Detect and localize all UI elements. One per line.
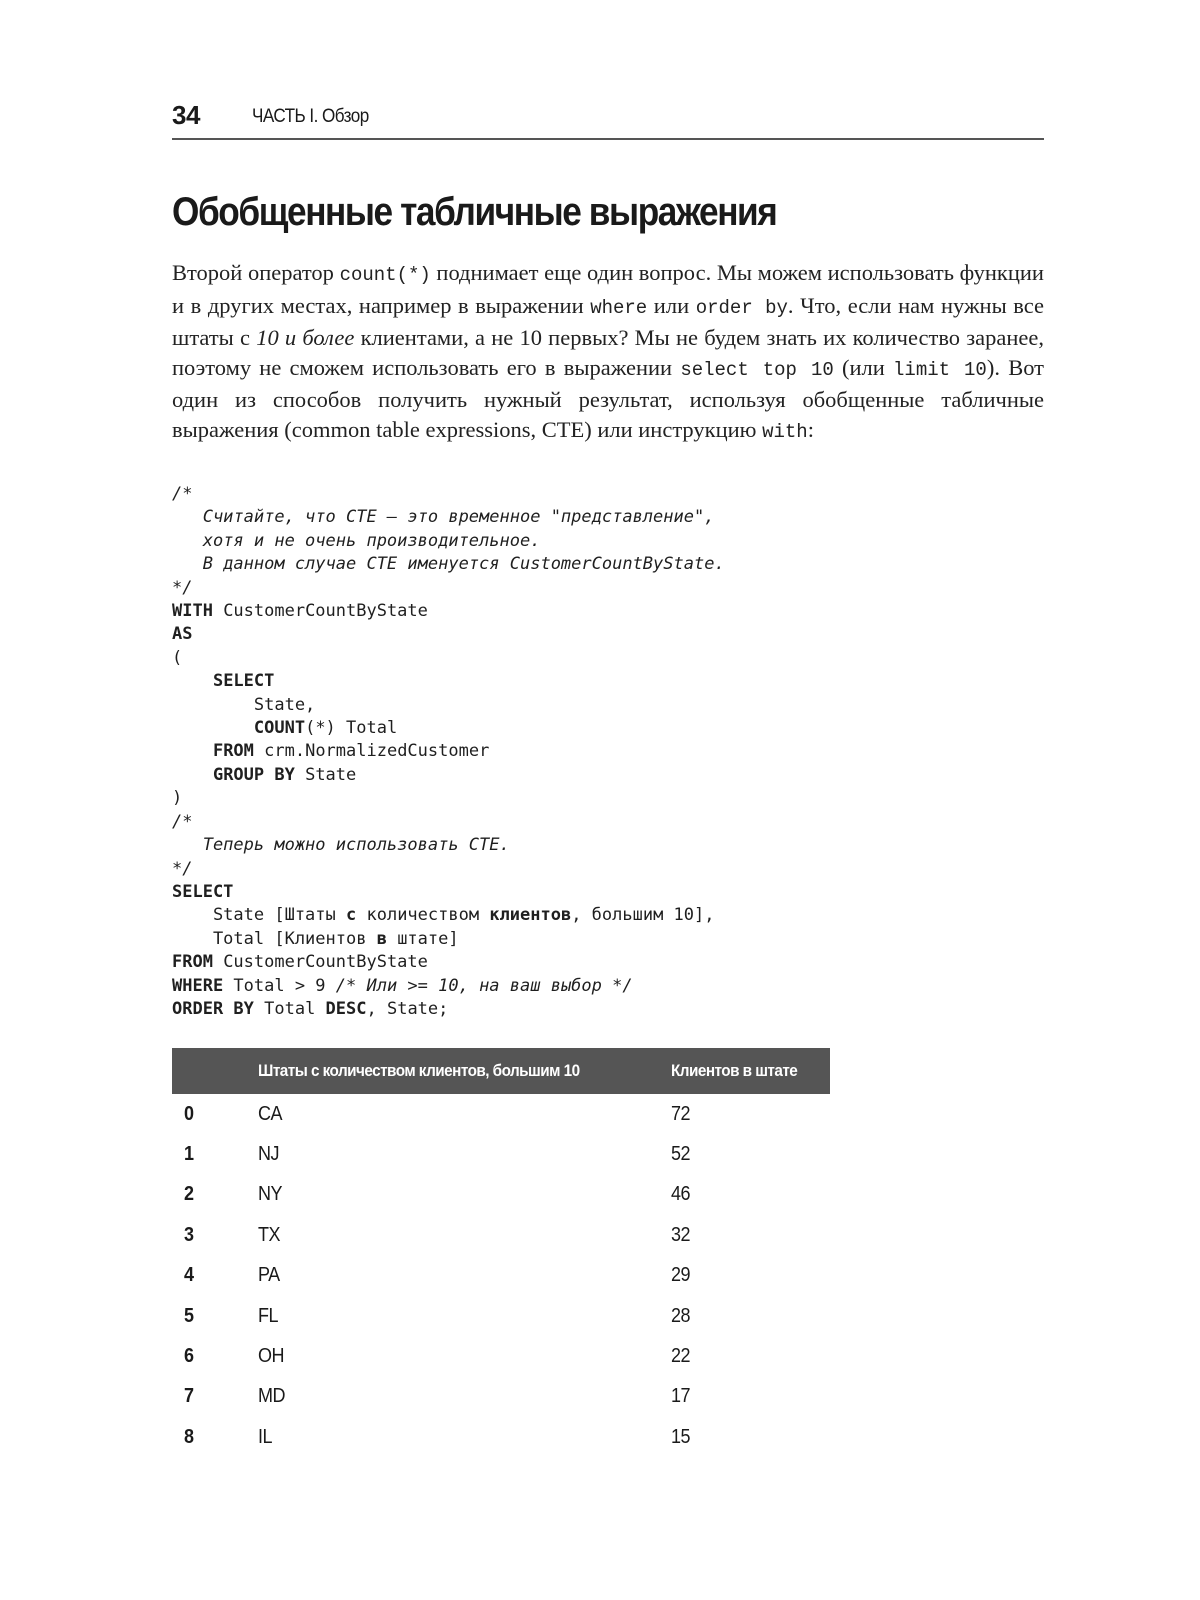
table-header-count: Клиентов в штате (671, 1048, 830, 1094)
table-row (172, 1296, 830, 1336)
row-index: 6 (184, 1345, 194, 1368)
text-span: поднимает еще один вопрос. Мы можем использовать функции и в других местах, например в выражении (172, 260, 1044, 318)
code-indent (172, 718, 254, 738)
code-text: crm.NormalizedCustomer (253, 741, 490, 762)
inline-code: count(*) (339, 264, 431, 286)
row-state: MD (258, 1385, 285, 1408)
inline-code: select top 10 (680, 358, 834, 381)
row-count: 46 (671, 1183, 690, 1206)
row-index: 5 (184, 1304, 194, 1327)
row-index: 2 (184, 1183, 194, 1206)
code-keyword: в (376, 928, 387, 949)
code-keyword: WHERE (172, 975, 224, 996)
row-count: 17 (671, 1385, 690, 1408)
code-keyword: клиентов (489, 905, 572, 926)
row-state: TX (258, 1223, 280, 1246)
page-number: 34 (172, 100, 200, 130)
table-row (172, 1215, 830, 1255)
row-index: 1 (184, 1143, 194, 1166)
code-text: ) (172, 788, 183, 809)
row-state: FL (258, 1304, 278, 1327)
code-indent (172, 765, 213, 785)
inline-code: order by (695, 296, 788, 319)
row-state: NJ (258, 1143, 279, 1166)
row-index: 3 (184, 1223, 194, 1246)
table-header-state: Штаты с количеством клиентов, большим 10 (258, 1048, 671, 1094)
sql-code-block (172, 483, 725, 1021)
text-span: . Что, если нам нужны все штаты с (172, 292, 1045, 350)
code-text: State, (172, 694, 316, 715)
code-keyword: SELECT (172, 881, 234, 902)
inline-code: with (762, 420, 808, 443)
inline-code: limit 10 (893, 358, 987, 381)
row-count: 22 (671, 1345, 690, 1368)
row-index: 0 (184, 1102, 194, 1125)
code-keyword: SELECT (212, 671, 275, 692)
table-row (172, 1094, 830, 1134)
code-indent (172, 741, 213, 761)
row-count: 32 (671, 1223, 690, 1246)
table-header-row (172, 1048, 830, 1094)
table-header-index (172, 1048, 258, 1094)
body-paragraph (172, 258, 1044, 447)
row-count: 52 (671, 1143, 690, 1166)
running-head (172, 96, 1044, 140)
code-comment: /* (172, 811, 193, 832)
table-row (172, 1417, 830, 1457)
code-comment: Считайте, что CTE — это временное "представление", (172, 507, 715, 528)
code-text: , State; (366, 998, 449, 1019)
code-text: State [Штаты (172, 905, 346, 926)
code-text: Total (253, 998, 326, 1019)
code-text: (*) Total (305, 718, 398, 739)
code-text: State (294, 764, 357, 785)
table-row (172, 1256, 830, 1296)
emphasis: 10 и более (256, 325, 355, 350)
code-indent (172, 671, 213, 691)
row-count: 28 (671, 1304, 690, 1327)
code-keyword: COUNT (253, 718, 306, 739)
code-text: , большим 10], (571, 905, 715, 926)
row-state: PA (258, 1264, 280, 1287)
code-text: штате] (386, 928, 459, 949)
text-span: : (807, 416, 814, 442)
code-comment: хотя и не очень производительное. (172, 530, 541, 551)
table-row (172, 1377, 830, 1417)
row-state: CA (258, 1102, 282, 1125)
code-keyword: FROM (212, 741, 254, 762)
code-keyword: с (346, 905, 357, 926)
code-keyword: DESC (325, 998, 367, 1019)
table-row (172, 1134, 830, 1174)
code-keyword: AS (172, 624, 193, 645)
section-title: Обобщенные табличные выражения (172, 190, 777, 234)
code-keyword: FROM (172, 952, 213, 973)
row-state: NY (258, 1183, 282, 1206)
chapter-title: ЧАСТЬ I. Обзор (252, 106, 369, 127)
text-span: или (647, 292, 696, 318)
code-comment: Теперь можно использовать CTE. (172, 835, 510, 856)
table-row (172, 1175, 830, 1215)
code-text: ( (172, 647, 183, 668)
row-count: 29 (671, 1264, 690, 1287)
code-comment: /* Или >= 10, на ваш выбор */ (335, 975, 633, 996)
text-span: клиентами, а не 10 первых? Мы не будем знать их количество заранее, поэтому не сможем использовать его в выражении (172, 325, 1044, 380)
inline-code: where (590, 296, 648, 319)
text-span: (или (833, 354, 894, 380)
row-index: 7 (184, 1385, 194, 1408)
code-text: Total > 9 (223, 975, 336, 996)
text-span: Второй оператор (172, 260, 340, 285)
code-text: количеством (356, 905, 490, 926)
text-span: ). Вот один из способов получить нужный результат, используя обобщенные табличные выражения (common table expressions, CTE) или инструкцию (172, 354, 1044, 442)
code-comment: */ (172, 577, 193, 598)
code-keyword: WITH (172, 601, 213, 622)
row-index: 8 (184, 1425, 194, 1448)
code-comment: В данном случае CTE именуется CustomerCountByState. (172, 554, 725, 575)
row-state: IL (258, 1425, 272, 1448)
code-text: CustomerCountByState (212, 601, 428, 622)
row-count: 15 (671, 1425, 690, 1448)
code-keyword: ORDER BY (172, 998, 254, 1019)
table-row (172, 1336, 830, 1376)
code-comment: /* (172, 484, 193, 504)
row-state: OH (258, 1345, 284, 1368)
result-table (172, 1048, 830, 1458)
code-text: CustomerCountByState (212, 952, 428, 973)
row-index: 4 (184, 1264, 194, 1287)
row-count: 72 (671, 1102, 690, 1125)
code-comment: */ (172, 858, 193, 879)
code-keyword: GROUP BY (212, 764, 295, 785)
code-text: Total [Клиентов (172, 928, 377, 949)
